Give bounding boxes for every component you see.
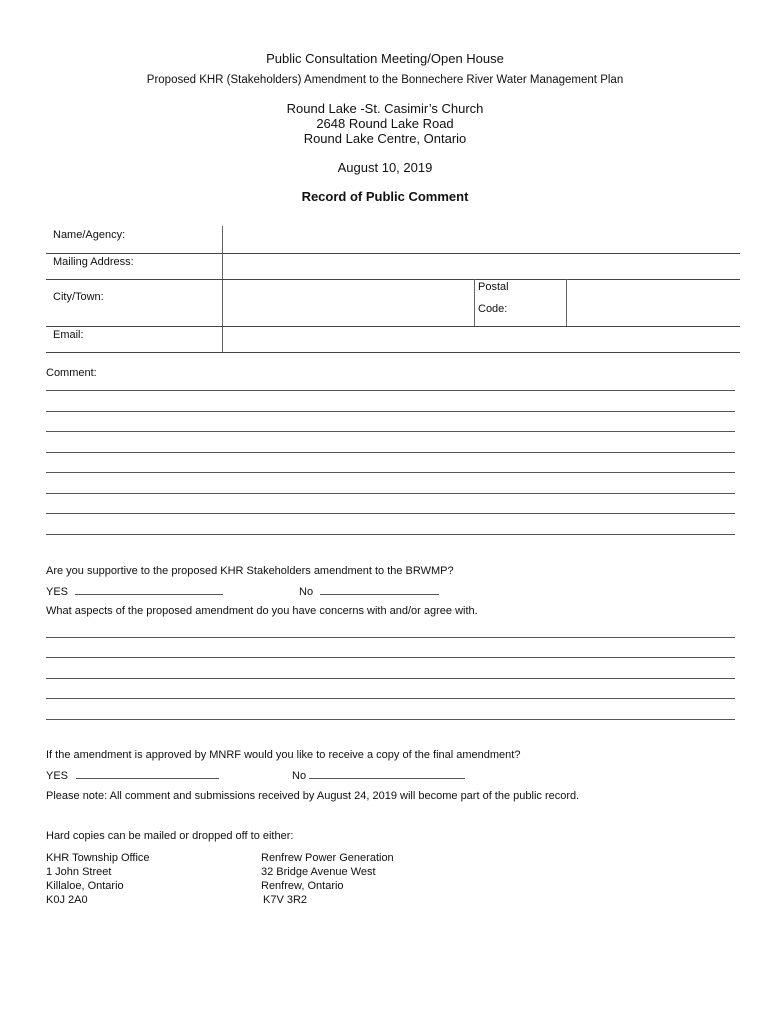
khr-office-address [46, 851, 150, 907]
comment-line[interactable] [46, 513, 735, 514]
comment-line[interactable] [46, 493, 735, 494]
concerns-line[interactable] [46, 637, 735, 638]
public-record-note: Please note: All comment and submissions received by August 24, 2019 will become part of the public record. [46, 790, 580, 802]
copy-yes-blank[interactable] [76, 769, 219, 779]
support-no-option [299, 585, 439, 598]
address-line: K0J 2A0 [46, 894, 88, 906]
comment-line[interactable] [46, 534, 735, 535]
address-line: Renfrew Power Generation [261, 852, 394, 864]
comment-line[interactable] [46, 472, 735, 473]
venue-city: Round Lake Centre, Ontario [303, 131, 467, 146]
postal-code-label: Code: [478, 303, 508, 315]
support-no-label: No [299, 586, 314, 598]
copy-question: If the amendment is approved by MNRF would you like to receive a copy of the final amendment? [46, 749, 521, 761]
hardcopy-intro: Hard copies can be mailed or dropped off to either: [46, 830, 294, 842]
comment-line[interactable] [46, 452, 735, 453]
concerns-line[interactable] [46, 698, 735, 699]
record-title: Record of Public Comment [301, 189, 469, 204]
name-agency-label: Name/Agency: [53, 229, 126, 241]
address-line: Renfrew, Ontario [261, 880, 344, 892]
comment-line[interactable] [46, 431, 735, 432]
concerns-line[interactable] [46, 678, 735, 679]
name-agency-field[interactable] [224, 228, 740, 252]
mailing-address-label: Mailing Address: [53, 256, 134, 268]
meeting-title: Public Consultation Meeting/Open House [266, 51, 504, 66]
postal-column-divider [474, 279, 475, 326]
mailing-address-field[interactable] [224, 255, 740, 278]
postal-code-label: Postal [478, 281, 509, 293]
form-row-divider [46, 352, 740, 353]
copy-no-blank[interactable] [309, 769, 465, 779]
form-row-divider [46, 253, 740, 254]
support-yes-option [46, 585, 223, 598]
form-row-divider [46, 326, 740, 327]
address-line: KHR Township Office [46, 852, 150, 864]
copy-no-label: No [292, 770, 307, 782]
comment-label: Comment: [46, 367, 97, 379]
comment-line[interactable] [46, 390, 735, 391]
comment-line[interactable] [46, 411, 735, 412]
address-line: 1 John Street [46, 866, 112, 878]
postal-column-divider [566, 279, 567, 326]
meeting-subtitle: Proposed KHR (Stakeholders) Amendment to the Bonnechere River Water Management Plan [146, 74, 624, 86]
email-field[interactable] [224, 328, 740, 351]
city-town-field[interactable] [224, 281, 473, 325]
city-town-label: City/Town: [53, 291, 104, 303]
address-line: Killaloe, Ontario [46, 880, 124, 892]
address-line: K7V 3R2 [263, 894, 308, 906]
copy-yes-label: YES [46, 770, 69, 782]
rpg-office-address [261, 851, 394, 907]
support-no-blank[interactable] [320, 585, 439, 595]
copy-no-option [292, 769, 465, 782]
form-column-divider [222, 226, 223, 353]
meeting-date: August 10, 2019 [337, 160, 433, 175]
concerns-line[interactable] [46, 719, 735, 720]
support-yes-blank[interactable] [75, 585, 223, 595]
address-line: 32 Bridge Avenue West [261, 866, 376, 878]
support-yes-label: YES [46, 586, 69, 598]
venue-street: 2648 Round Lake Road [316, 116, 454, 131]
email-label: Email: [53, 329, 84, 341]
support-question: Are you supportive to the proposed KHR Stakeholders amendment to the BRWMP? [46, 565, 454, 577]
form-row-divider [46, 279, 740, 280]
postal-code-field[interactable] [568, 281, 740, 325]
concerns-question: What aspects of the proposed amendment do you have concerns with and/or agree with. [46, 605, 478, 617]
copy-yes-option [46, 769, 219, 782]
venue-name: Round Lake -St. Casimir’s Church [286, 101, 484, 116]
concerns-line[interactable] [46, 657, 735, 658]
